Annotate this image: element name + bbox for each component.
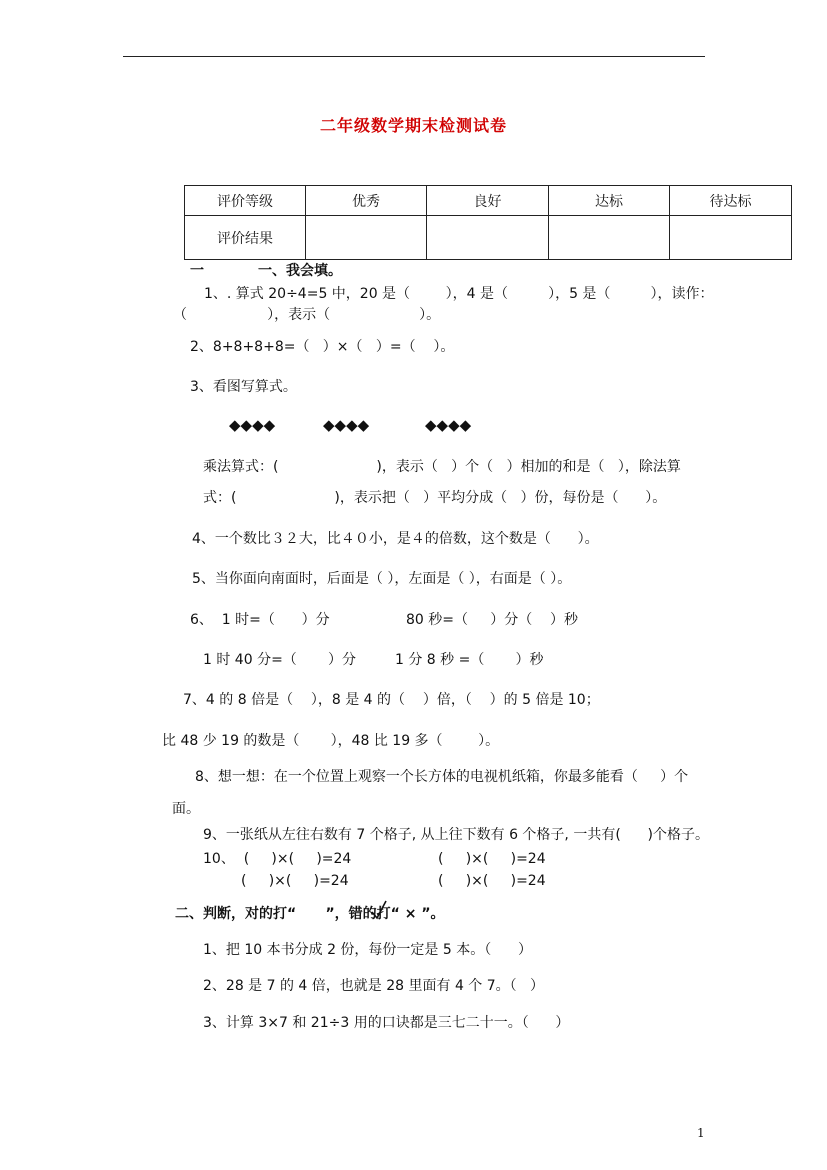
question-3: 3、看图写算式。 <box>190 379 297 395</box>
table-cell-empty[interactable] <box>306 216 427 260</box>
question-8-line-2: 面。 <box>172 801 200 817</box>
section1-heading: 一、我会填。 <box>258 263 342 279</box>
table-cell: 评价等级 <box>185 186 306 216</box>
evaluation-table <box>184 185 792 260</box>
table-cell-empty[interactable] <box>670 216 792 260</box>
section2-heading: 二、判断，对的打“ ”，错的打“ × ”。 <box>175 906 445 922</box>
diamond-group-3: ◆◆◆◆ <box>425 416 472 434</box>
question-6-hours-minutes: 1 时 40 分=（ ）分 <box>203 652 356 668</box>
question-6-minutes-seconds: 1 分 8 秒 =（ ）秒 <box>395 652 544 668</box>
question-8-line-1: 8、想一想：在一个位置上观察一个长方体的电视机纸箱，你最多能看（ ）个 <box>195 769 689 785</box>
table-cell: 待达标 <box>670 186 792 216</box>
judgement-2: 2、28 是 7 的 4 倍，也就是 28 里面有 4 个 7。（ ） <box>203 978 545 994</box>
page-number: 1 <box>697 1126 705 1140</box>
question-7-line-1: 7、4 的 8 倍是（ ），8 是 4 的（ ）倍，（ ）的 5 倍是 10； <box>183 692 600 708</box>
page-title: 二年级数学期末检测试卷 <box>319 116 507 135</box>
diamond-group-1: ◆◆◆◆ <box>229 416 276 434</box>
table-row <box>185 186 792 216</box>
question-5: 5、当你面向南面时，后面是（ ），左面是（ ），右面是（ ）。 <box>192 571 572 587</box>
question-1-line-2: （ ），表示（ ）。 <box>173 307 441 323</box>
header-rule <box>123 56 705 57</box>
checkmark-icon <box>370 900 388 920</box>
question-3-division: 式：( )，表示把（ ）平均分成（ ）份，每份是（ ）。 <box>203 490 667 506</box>
question-6-seconds: 80 秒=（ ）分（ ）秒 <box>406 612 579 628</box>
judgement-3: 3、计算 3×7 和 21÷3 用的口诀都是三七二十一。（ ） <box>203 1015 570 1031</box>
question-7-line-2: 比 48 少 19 的数是（ ），48 比 19 多（ ）。 <box>162 733 500 749</box>
question-2: 2、8+8+8+8=（ ）×（ ）=（ ）。 <box>190 339 455 355</box>
question-3-multiplication: 乘法算式：( )，表示（ ）个（ ）相加的和是（ ），除法算 <box>203 459 681 475</box>
table-row <box>185 216 792 260</box>
question-10-c: ( )×( )=24 <box>241 873 349 889</box>
table-cell: 良好 <box>427 186 549 216</box>
table-cell: 优秀 <box>306 186 427 216</box>
question-4: 4、一个数比３２大，比４０小，是４的倍数，这个数是（ ）。 <box>192 531 599 547</box>
diamond-group-2: ◆◆◆◆ <box>323 416 370 434</box>
question-10-d: ( )×( )=24 <box>438 873 546 889</box>
question-9: 9、一张纸从左往右数有 7 个格子, 从上往下数有 6 个格子, 一共有( )个格子。 <box>203 827 709 843</box>
question-1-line-1: 1、. 算式 20÷4=5 中，20 是（ ），4 是（ ），5 是（ ），读作： <box>204 286 714 302</box>
table-cell-empty[interactable] <box>549 216 670 260</box>
section1-number: 一 <box>190 263 204 279</box>
question-10-a: 10、 ( )×( )=24 <box>203 851 352 867</box>
question-10-b: ( )×( )=24 <box>438 851 546 867</box>
question-6-hours: 6、 1 时=（ ）分 <box>190 612 330 628</box>
table-cell: 达标 <box>549 186 670 216</box>
table-cell: 评价结果 <box>185 216 306 260</box>
judgement-1: 1、把 10 本书分成 2 份，每份一定是 5 本。（ ） <box>203 942 532 958</box>
table-cell-empty[interactable] <box>427 216 549 260</box>
